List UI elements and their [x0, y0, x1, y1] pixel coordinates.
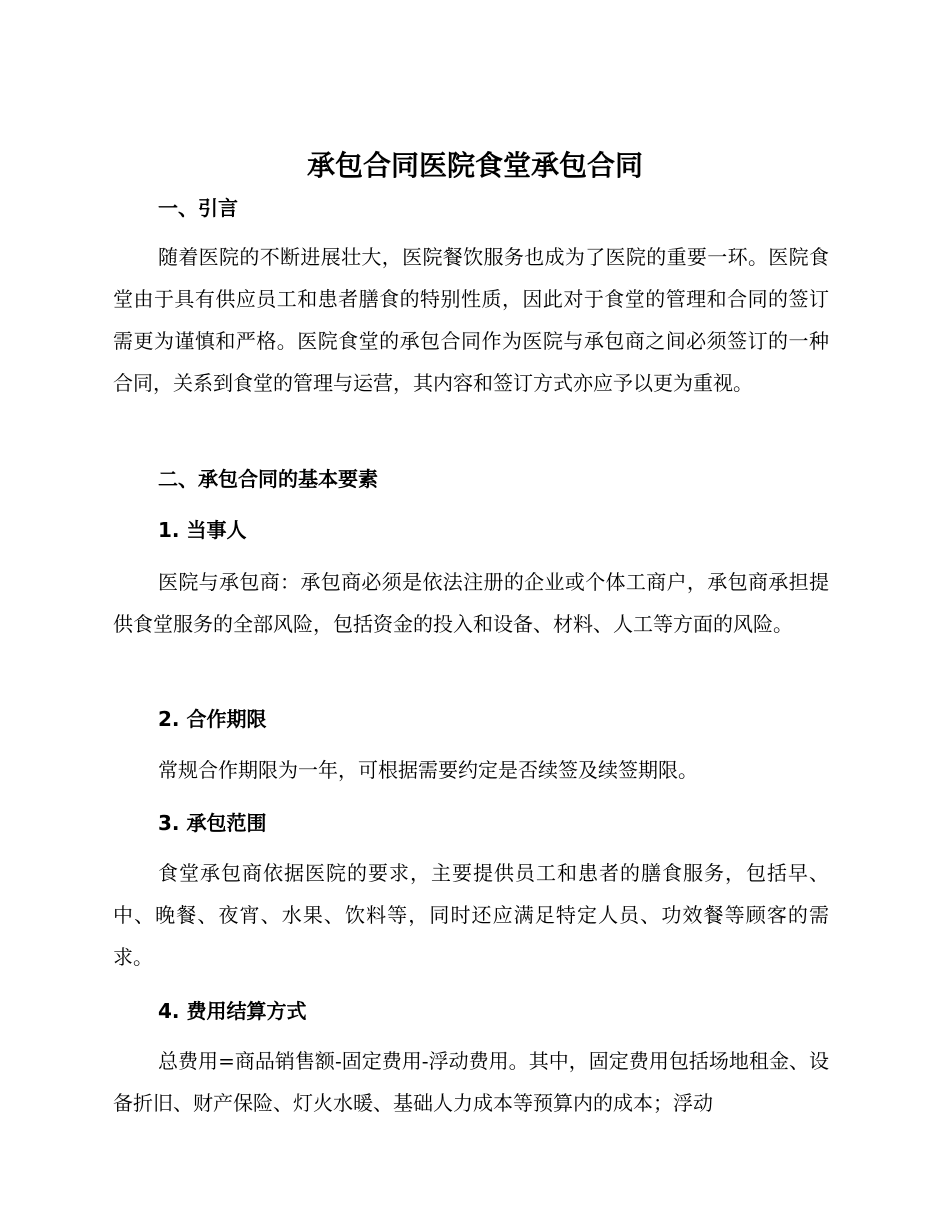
section-heading-parties: 1. 当事人 [158, 518, 247, 542]
section-heading-introduction: 一、引言 [158, 196, 238, 220]
section-paragraph-fee-settlement: 总费用=商品销售额-固定费用-浮动费用。其中，固定费用包括场地租金、设备折旧、财产保险、灯火水暖、基础人力成本等预算内的成本；浮动 [113, 1049, 829, 1115]
section-heading-contract-scope: 3. 承包范围 [158, 811, 267, 835]
section-paragraph-cooperation-period: 常规合作期限为一年，可根据需要约定是否续签及续签期限。 [158, 758, 698, 782]
section-heading-fee-settlement: 4. 费用结算方式 [158, 999, 307, 1023]
section-paragraph-contract-scope: 食堂承包商依据医院的要求，主要提供员工和患者的膳食服务，包括早、中、晚餐、夜宵、水果、饮料等，同时还应满足特定人员、功效餐等顾客的需求。 [113, 861, 829, 969]
section-paragraph-introduction: 随着医院的不断进展壮大，医院餐饮服务也成为了医院的重要一环。医院食堂由于具有供应员工和患者膳食的特别性质，因此对于食堂的管理和合同的签订需更为谨慎和严格。医院食堂的承包合同作为医院与承包商之间必须签订的一种合同，关系到食堂的管理与运营，其内容和签订方式亦应予以更为重视。 [113, 245, 829, 395]
section-heading-cooperation-period: 2. 合作期限 [158, 707, 267, 731]
section-heading-basic-elements: 二、承包合同的基本要素 [158, 467, 378, 491]
document-title: 承包合同医院食堂承包合同 [306, 149, 643, 182]
section-paragraph-parties: 医院与承包商：承包商必须是依法注册的企业或个体工商户，承包商承担提供食堂服务的全部风险，包括资金的投入和设备、材料、人工等方面的风险。 [113, 570, 829, 636]
